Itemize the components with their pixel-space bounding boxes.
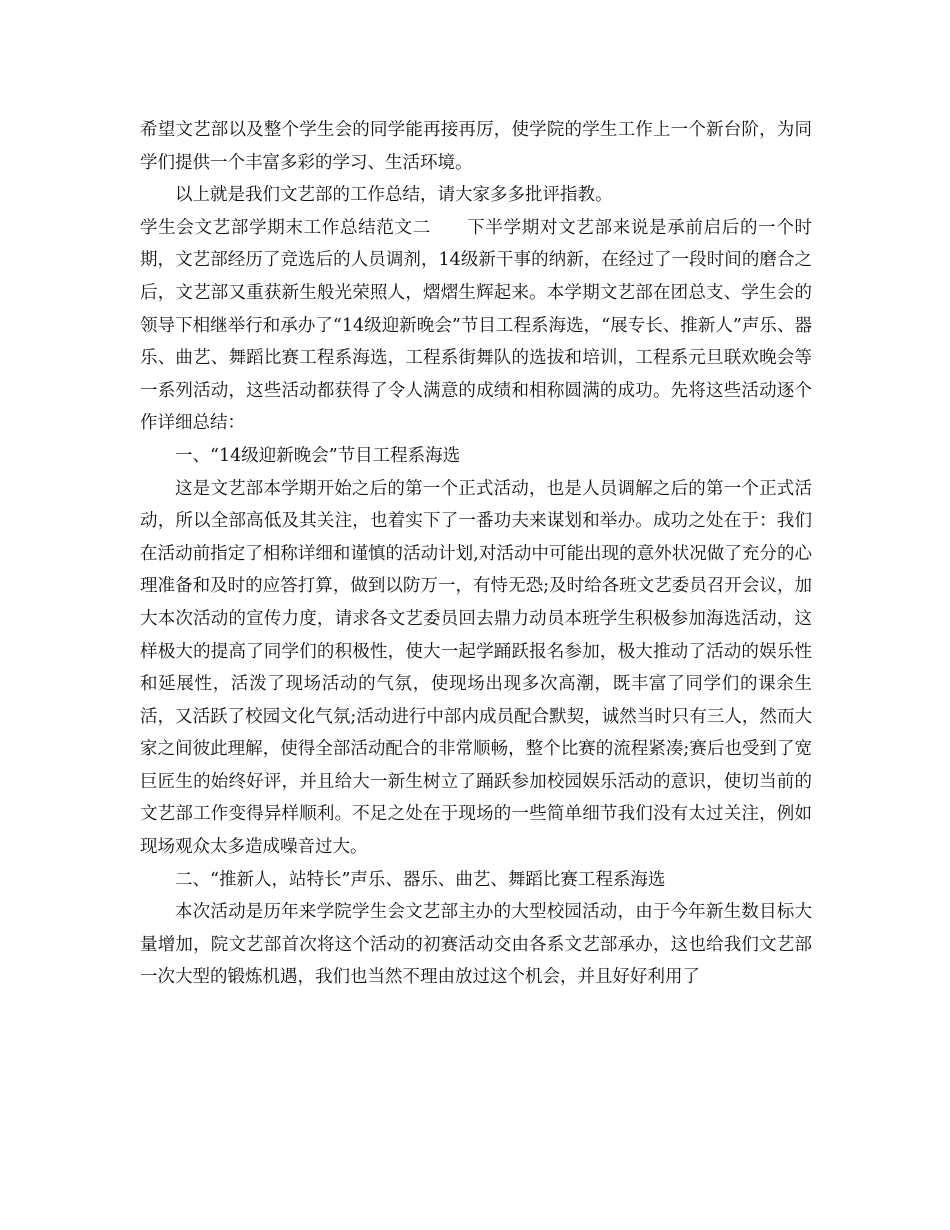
document-body (140, 114, 812, 994)
paragraph-section-one-body: 这是文艺部本学期开始之后的第一个正式活动，也是人员调解之后的第一个正式活动，所以全部高低及其关注，也着实下了一番功夫来谋划和举办。成功之处在于：我们在活动前指定了相称详细和谨慎的活动计划,对活动中可能出现的意外状况做了充分的心理准备和及时的应答打算，做到以防万一，有恃无恐;及时给各班文艺委员召开会议，加大本次活动的宣传力度，请求各文艺委员回去鼎力动员本班学生积极参加海选活动，这样极大的提高了同学们的积极性，使大一起学踊跃报名参加，极大推动了活动的娱乐性和延展性，活泼了现场活动的气氛，使现场出现多次高潮，既丰富了同学们的课余生活，又活跃了校园文化气氛;活动进行中部内成员配合默契，诚然当时只有三人，然而大家之间彼此理解，使得全部活动配合的非常顺畅，整个比赛的流程紧凑;赛后也受到了宽巨匠生的始终好评，并且给大一新生树立了踊跃参加校园娱乐活动的意识，使切当前的文艺部工作变得异样顺利。不足之处在于现场的一些简单细节我们没有太过关注，例如现场观众太多造成噪音过大。 (140, 478, 812, 858)
paragraph-closing-hope: 希望文艺部以及整个学生会的同学能再接再厉，使学院的学生工作上一个新台阶，为同学们提供一个丰富多彩的学习、生活环境。 (140, 120, 812, 173)
paragraph-sample-two-intro: 学生会文艺部学期末工作总结范文二 下半学期对文艺部来说是承前启后的一个时期，文艺部经历了竞选后的人员调剂，14级新干事的纳新，在经过了一段时间的磨合之后，文艺部又重获新生般光荣照人，熠熠生辉起来。本学期文艺部在团总支、学生会的领导下相继举行和承办了“14级迎新晚会”节目工程系海选，“展专长、推新人”声乐、器乐、曲艺、舞蹈比赛工程系海选，工程系街舞队的选拔和培训，工程系元旦联欢晚会等一系列活动，这些活动都获得了令人满意的成绩和相称圆满的成功。先将这些活动逐个作详细总结： (140, 217, 812, 434)
section-heading-one: 一、“14级迎新晚会”节目工程系海选 (175, 445, 461, 466)
section-heading-two: 二、“推新人，站特长”声乐、器乐、曲艺、舞蹈比赛工程系海选 (175, 869, 666, 890)
paragraph-summary-end: 以上就是我们文艺部的工作总结，请大家多多批评指教。 (175, 185, 613, 206)
paragraph-section-two-body: 本次活动是历年来学院学生会文艺部主办的大型校园活动，由于今年新生数目标大量增加，院文艺部首次将这个活动的初赛活动交由各系文艺部承办，这也给我们文艺部一次大型的锻炼机遇，我们也当然不理由放过这个机会，并且好好利用了 (140, 902, 812, 988)
